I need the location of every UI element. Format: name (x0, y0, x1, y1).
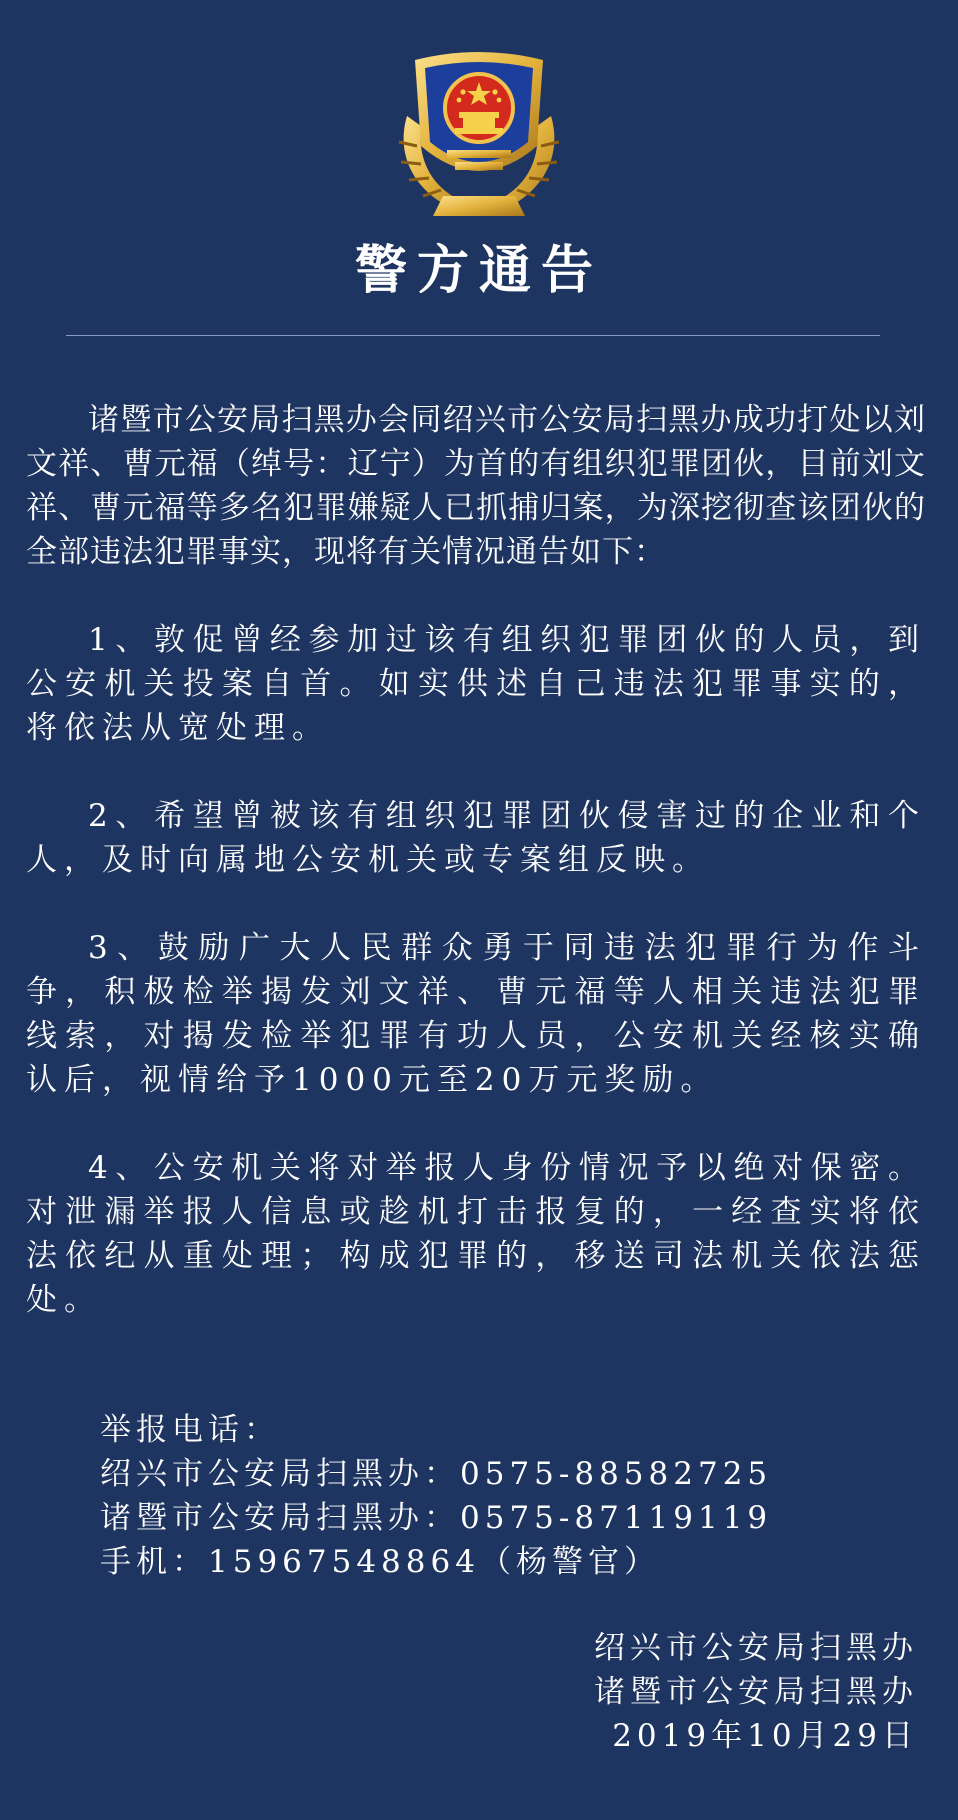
issuer-zhuji: 诸暨市公安局扫黑办 (594, 1674, 918, 1710)
hotline-shaoxing: 绍兴市公安局扫黑办：0575-88582725 (100, 1456, 773, 1492)
notice-body (26, 398, 926, 1366)
notice-item-1: 1、敦促曾经参加过该有组织犯罪团伙的人员，到公安机关投案自首。如实供述自己违法犯罪事实的，将依法从宽处理。 (26, 622, 926, 746)
title-divider (66, 335, 880, 336)
hotline-zhuji: 诸暨市公安局扫黑办：0575-87119119 (100, 1500, 773, 1536)
hotline-mobile: 手机：15967548864（杨警官） (100, 1544, 660, 1580)
notice-title: 警方通告 (354, 240, 603, 301)
police-badge-icon (385, 46, 573, 224)
report-hotlines (100, 1408, 772, 1584)
notice-signature (594, 1626, 918, 1758)
hotline-heading: 举报电话： (100, 1412, 280, 1448)
issuer-shaoxing: 绍兴市公安局扫黑办 (594, 1630, 918, 1666)
notice-item-2: 2、希望曾被该有组织犯罪团伙侵害过的企业和个人，及时向属地公安机关或专案组反映。 (26, 798, 926, 878)
issue-date: 2019年10月29日 (612, 1718, 918, 1754)
notice-item-3: 3、鼓励广大人民群众勇于同违法犯罪行为作斗争，积极检举揭发刘文祥、曹元福等人相关违法犯罪线索，对揭发检举犯罪有功人员，公安机关经核实确认后，视情给予1000元至20万元奖励。 (26, 930, 926, 1098)
notice-item-4: 4、公安机关将对举报人身份情况予以绝对保密。对泄漏举报人信息或趁机打击报复的，一经查实将依法依纪从重处理；构成犯罪的，移送司法机关依法惩处。 (26, 1150, 926, 1318)
notice-intro-paragraph: 诸暨市公安局扫黑办会同绍兴市公安局扫黑办成功打处以刘文祥、曹元福（绰号：辽宁）为首的有组织犯罪团伙，目前刘文祥、曹元福等多名犯罪嫌疑人已抓捕归案，为深挖彻查该团伙的全部违法犯罪事实，现将有关情况通告如下： (26, 402, 926, 570)
